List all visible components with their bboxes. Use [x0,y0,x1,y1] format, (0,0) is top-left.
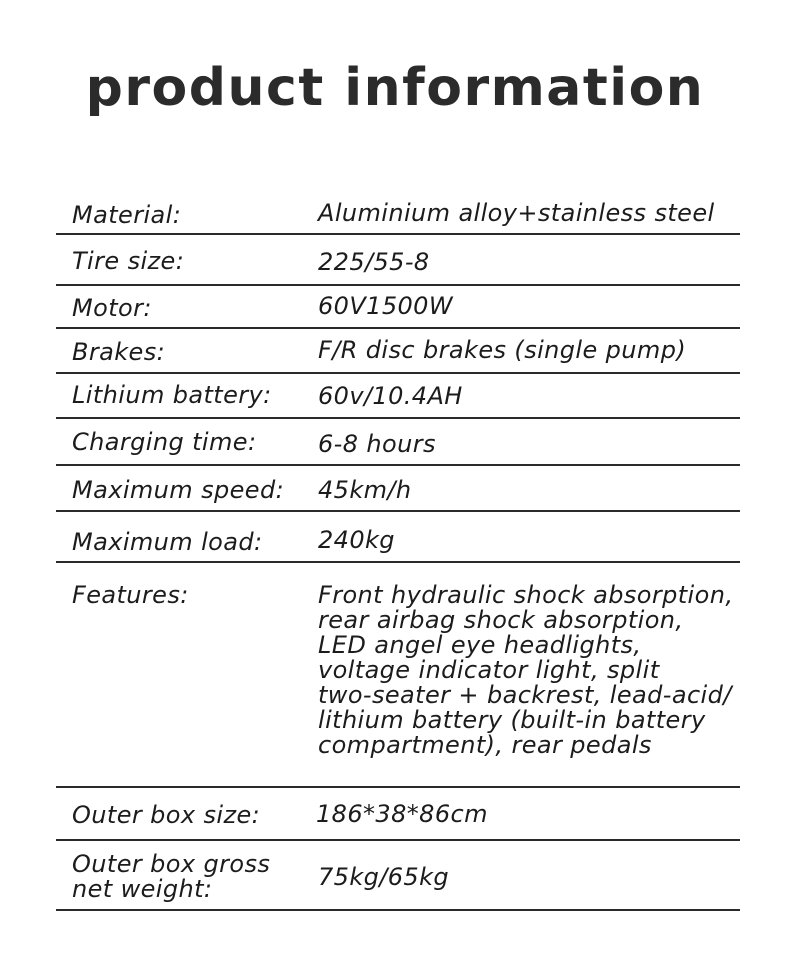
row-divider [56,839,740,841]
spec-label-maximum-speed: Maximum speed: [72,476,285,504]
spec-label-outer-box-weight: Outer box gross net weight: [72,850,271,903]
spec-value-brakes: F/R disc brakes (single pump) [318,336,687,364]
spec-label-charging-time: Charging time: [72,428,257,456]
spec-value-outer-box-size: 186*38*86cm [316,800,488,828]
spec-label-material: Material: [72,201,182,229]
row-divider [56,284,740,286]
spec-label-lithium-battery: Lithium battery: [72,381,272,409]
spec-label-brakes: Brakes: [72,338,166,366]
spec-label-features: Features: [72,581,189,609]
spec-label-outer-box-size: Outer box size: [72,801,261,829]
spec-value-outer-box-weight: 75kg/65kg [318,863,450,891]
spec-label-maximum-load: Maximum load: [72,528,263,556]
row-divider [56,327,740,329]
spec-value-material: Aluminium alloy+stainless steel [318,199,715,227]
row-divider [56,233,740,235]
row-divider [56,909,740,911]
spec-value-maximum-speed: 45km/h [318,476,412,504]
page-title: product information [85,58,705,118]
spec-value-lithium-battery: 60v/10.4AH [318,382,463,410]
spec-value-maximum-load: 240kg [318,526,395,554]
spec-value-features: Front hydraulic shock absorption, rear airbag shock absorption, LED angel eye headlights, voltage indicator light, split two-seater + backrest, lead-acid/ lithium battery (built-in battery compartment), rear pedals [318,581,734,759]
row-divider [56,510,740,512]
spec-label-motor: Motor: [72,294,152,322]
spec-value-tire-size: 225/55-8 [318,248,430,276]
row-divider [56,464,740,466]
row-divider [56,372,740,374]
spec-value-motor: 60V1500W [318,292,453,320]
row-divider [56,786,740,788]
spec-label-tire-size: Tire size: [72,247,185,275]
spec-value-charging-time: 6-8 hours [318,430,436,458]
row-divider [56,561,740,563]
row-divider [56,417,740,419]
